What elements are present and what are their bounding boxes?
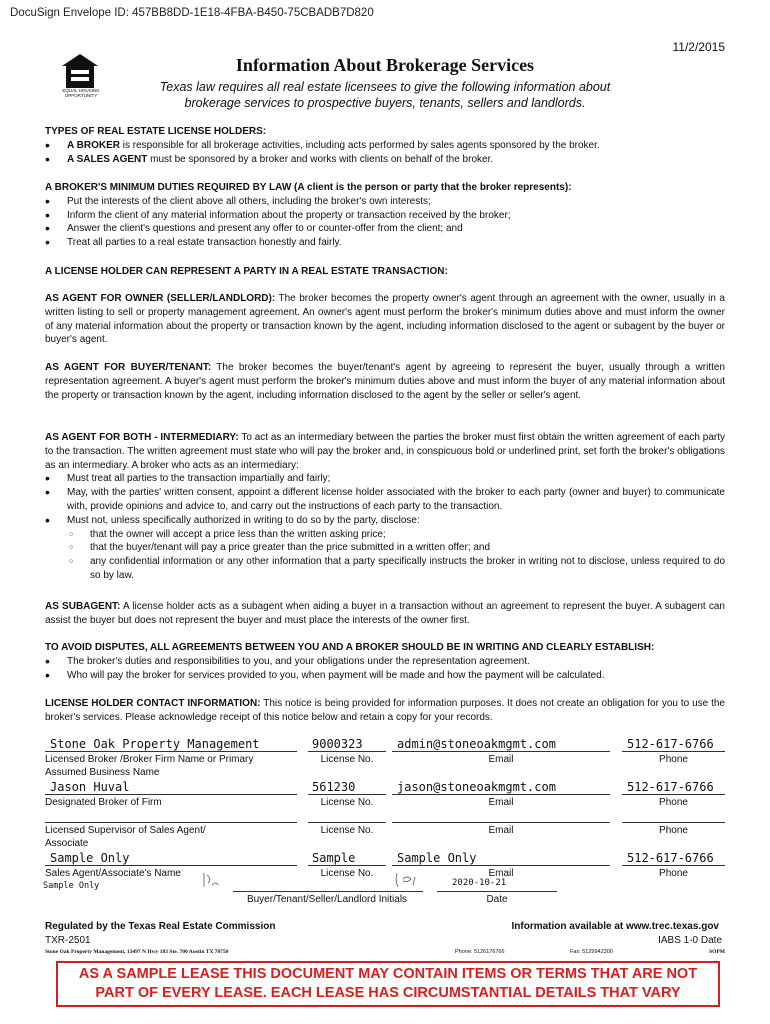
- owner-term: AS AGENT FOR OWNER (SELLER/LANDLORD):: [45, 293, 276, 304]
- list-item: • Who will pay the broker for services provided to you, when payment will be made and how the payment will be calculated.: [45, 669, 725, 683]
- email-label: Email: [488, 797, 514, 808]
- sample-signature: Sample Only: [43, 881, 100, 891]
- license-label: License No.: [320, 868, 374, 879]
- designated-license-field[interactable]: 561230: [312, 780, 356, 794]
- types-section: [45, 125, 725, 166]
- phone-label: Phone: [659, 797, 688, 808]
- divider: [45, 794, 297, 795]
- both-text: To act as an intermediary between the parties the broker must first obtain the written agreement of each party to the transaction. The written agreement must state who will pay the broker and, in conspicuous bold or underlined print, set forth the broker's obligations as an intermediary. A broker who acts as an intermediary:: [45, 432, 726, 471]
- broker-term: A BROKER: [67, 139, 120, 151]
- date-value[interactable]: 2020-10-21: [452, 878, 507, 888]
- divider: [392, 794, 610, 795]
- sample-lease-banner: AS A SAMPLE LEASE THIS DOCUMENT MAY CONTAIN ITEMS OR TERMS THAT ARE NOT PART OF EVERY LEASE. EACH LEASE HAS CIRCUMSTANTIAL DETAILS THAT VARY: [56, 961, 720, 1007]
- firm-address: Stone Oak Property Management, 13497 N Hwy 183 Ste. 700 Austin TX 78750: [45, 949, 229, 955]
- represent-heading: A LICENSE HOLDER CAN REPRESENT A PARTY IN A REAL ESTATE TRANSACTION:: [45, 266, 448, 277]
- divider: [308, 794, 386, 795]
- both-term: AS AGENT FOR BOTH - INTERMEDIARY:: [45, 432, 239, 443]
- divider: [622, 822, 725, 823]
- email-label: Email: [488, 825, 514, 836]
- list-item: [45, 153, 725, 167]
- license-label: License No.: [320, 754, 374, 765]
- phone-label: Phone: [659, 868, 688, 879]
- list-item: • Must not, unless specifically authorized in writing to do so by the party, disclose:: [45, 514, 725, 528]
- page-subtitle: Texas law requires all real estate licensees to give the following information about brokerage services to prospective buyers, tenants, sellers and landlords.: [159, 80, 611, 110]
- broker-name-field[interactable]: Stone Oak Property Management: [50, 737, 260, 751]
- divider: [392, 865, 610, 866]
- date-label: Date: [486, 894, 508, 905]
- buyer-term: AS AGENT FOR BUYER/TENANT:: [45, 362, 212, 373]
- license-label: License No.: [320, 797, 374, 808]
- document-date: 11/2/2015: [672, 40, 725, 54]
- firm-fax: Fax: 5129942300: [570, 949, 613, 955]
- form-code: SOPM: [709, 949, 725, 955]
- agent-term: A SALES AGENT: [67, 153, 148, 165]
- divider: [622, 751, 725, 752]
- duties-heading: A BROKER'S MINIMUM DUTIES REQUIRED BY LAW (A client is the person or party that the broker represents):: [45, 182, 572, 193]
- phone-label: Phone: [659, 825, 688, 836]
- contact-section: [45, 697, 725, 725]
- list-item: • Answer the client's questions and present any offer to or counter-offer from the client; and: [45, 222, 725, 236]
- sub-list-item: ○ that the owner will accept a price less than the written asking price;: [45, 528, 725, 542]
- list-item: • Inform the client of any material information about the property or transaction received by the broker;: [45, 209, 725, 223]
- designated-phone-field[interactable]: 512-617-6766: [627, 780, 714, 794]
- owner-text: The broker becomes the property owner's agent through an agreement with the owner, usually in a written listing to sell or property management agreement. An owner's agent must perform the broker's minimum duties above and must inform the owner of any material information about the property or transaction known by the agent, including information disclosed to the agent or subagent by the buyer or buyer's agent.: [45, 293, 725, 346]
- intermediary-section: [45, 431, 725, 583]
- disputes-section: [45, 641, 725, 682]
- firm-phone: Phone: 5126176766: [455, 949, 505, 955]
- types-heading: TYPES OF REAL ESTATE LICENSE HOLDERS:: [45, 126, 267, 137]
- form-id: TXR-2501: [45, 935, 91, 946]
- divider: [233, 891, 423, 892]
- email-label: Email: [488, 868, 514, 879]
- sales-agent-field[interactable]: Sample Only: [50, 851, 130, 865]
- buyer-section: [45, 361, 725, 402]
- divider: [45, 865, 297, 866]
- divider: [308, 822, 386, 823]
- divider: [45, 751, 297, 752]
- broker-phone-field[interactable]: 512-617-6766: [627, 737, 714, 751]
- list-item: • Must treat all parties to the transaction impartially and fairly;: [45, 472, 725, 486]
- designated-broker-label: Designated Broker of Firm: [45, 797, 162, 808]
- iabs-label: IABS 1-0 Date: [658, 935, 722, 946]
- divider: [392, 751, 610, 752]
- divider: [437, 891, 557, 892]
- page-title: Information About Brokerage Services: [235, 55, 535, 75]
- subagent-text: A license holder acts as a subagent when aiding a buyer in a transaction without an agreement to represent the buyer. A subagent can assist the buyer but does not represent the buyer and must place the interests of the owner first.: [45, 601, 725, 626]
- duties-section: [45, 181, 725, 250]
- designated-broker-field[interactable]: Jason Huval: [50, 780, 130, 794]
- list-item: • Put the interests of the client above all others, including the broker's own interests;: [45, 195, 725, 209]
- contact-term: LICENSE HOLDER CONTACT INFORMATION:: [45, 698, 261, 709]
- divider: [308, 751, 386, 752]
- phone-label: Phone: [659, 754, 688, 765]
- initials-mark-icon[interactable]: [393, 869, 419, 891]
- broker-name-label: Licensed Broker /Broker Firm Name or Primary Assumed Business Name: [45, 754, 254, 778]
- subagent-term: AS SUBAGENT:: [45, 601, 121, 612]
- divider: [622, 794, 725, 795]
- sales-license-field[interactable]: Sample: [312, 851, 356, 865]
- sub-list-item: ○ any confidential information or any other information that a party specifically instructs the broker in writing not to disclose, unless required to do so by law.: [45, 555, 725, 583]
- sub-list-item: ○ that the buyer/tenant will pay a price greater than the price submitted in a written offer; and: [45, 541, 725, 555]
- list-item: • Treat all parties to a real estate transaction honestly and fairly.: [45, 236, 725, 250]
- list-item: • The broker's duties and responsibilities to you, and your obligations under the representation agreement.: [45, 655, 725, 669]
- list-item: [45, 139, 725, 153]
- broker-email-field[interactable]: admin@stoneoakmgmt.com: [397, 737, 556, 751]
- designated-email-field[interactable]: jason@stoneoakmgmt.com: [397, 780, 556, 794]
- agent-text: must be sponsored by a broker and works with clients on behalf of the broker.: [147, 153, 494, 165]
- license-label: License No.: [320, 825, 374, 836]
- broker-license-field[interactable]: 9000323: [312, 737, 363, 751]
- regulated-text: Regulated by the Texas Real Estate Commission: [45, 921, 276, 932]
- sales-agent-label: Sales Agent/Associate's Name: [45, 868, 181, 879]
- logo-caption: EQUAL HOUSING OPPORTUNITY: [62, 88, 100, 98]
- divider: [45, 822, 297, 823]
- divider: [392, 822, 610, 823]
- divider: [308, 865, 386, 866]
- list-item: • May, with the parties' written consent, appoint a different license holder associated with the broker to each party (owner and buyer) to communicate with, provide opinions and advice to, and carry out the instructions of each party to the transaction.: [45, 486, 725, 514]
- disputes-heading: TO AVOID DISPUTES, ALL AGREEMENTS BETWEEN YOU AND A BROKER SHOULD BE IN WRITING AND CLEARLY ESTABLISH:: [45, 642, 655, 653]
- broker-text: is responsible for all brokerage activities, including acts performed by sales agents sponsored by the broker.: [119, 139, 600, 151]
- initials-mark-icon[interactable]: [200, 869, 222, 891]
- divider: [622, 865, 725, 866]
- sales-phone-field[interactable]: 512-617-6766: [627, 851, 714, 865]
- owner-section: [45, 292, 725, 347]
- buyer-text: The broker becomes the buyer/tenant's agent by agreeing to represent the buyer, usually through a written representation agreement. A buyer's agent must perform the broker's minimum duties above and must inform the buyer of any material information about the property or transaction known by the agent, including information disclosed to the agent by the seller or seller's agent.: [45, 362, 725, 401]
- trec-info: Information available at www.trec.texas.gov: [511, 921, 719, 932]
- envelope-id: DocuSign Envelope ID: 457BB8DD-1E18-4FBA-B450-75CBADB7D820: [10, 7, 374, 19]
- sales-email-field[interactable]: Sample Only: [397, 851, 477, 865]
- supervisor-label: Licensed Supervisor of Sales Agent/ Associate: [45, 825, 206, 849]
- contact-text: This notice is being provided for information purposes. It does not create an obligation for you to use the broker's services. Please acknowledge receipt of this notice below and retain a copy for your records.: [45, 698, 725, 723]
- subagent-section: [45, 600, 725, 628]
- email-label: Email: [488, 754, 514, 765]
- initials-label: Buyer/Tenant/Seller/Landlord Initials: [246, 894, 408, 905]
